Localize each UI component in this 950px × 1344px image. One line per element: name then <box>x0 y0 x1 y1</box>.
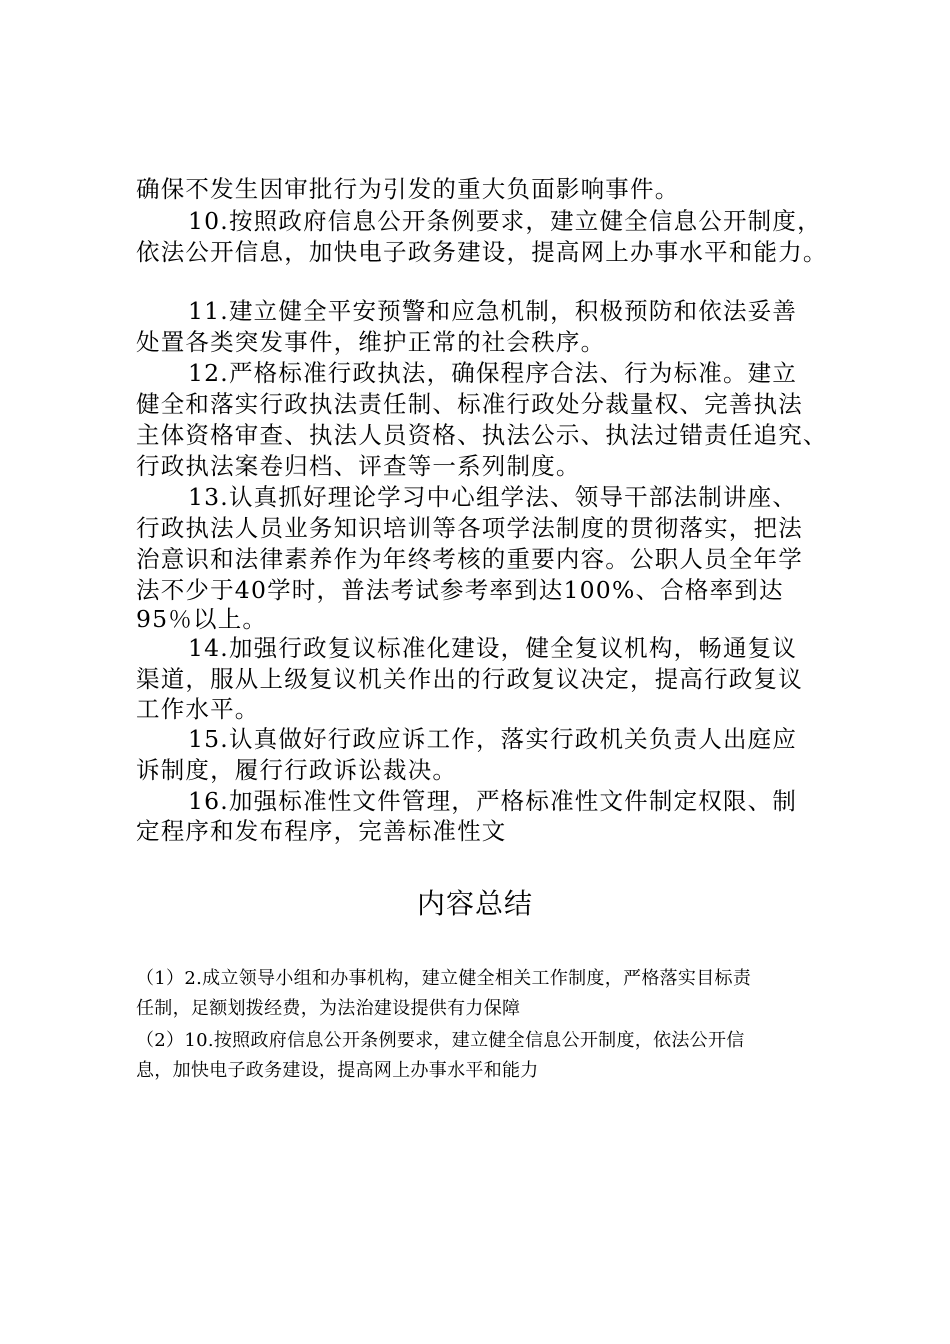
body-line: 工作水平。 <box>136 695 260 723</box>
body-line: 16.加强标准性文件管理，严格标准性文件制定权限、制 <box>188 787 798 815</box>
body-line: 12.严格标准行政执法，确保程序合法、行为标准。建立 <box>188 359 798 387</box>
body-line: 14.加强行政复议标准化建设，健全复议机构，畅通复议 <box>188 634 798 662</box>
body-line: 11.建立健全平安预警和应急机制，积极预防和依法妥善 <box>188 297 798 325</box>
body-line: 行政执法案卷归档、评查等一系列制度。 <box>136 452 581 480</box>
body-line: 定程序和发布程序，完善标准性文 <box>136 817 507 845</box>
body-line: 15.认真做好行政应诉工作，落实行政机关负责人出庭应 <box>188 725 798 753</box>
summary-title: 内容总结 <box>416 887 533 920</box>
body-line: 治意识和法律素养作为年终考核的重要内容。公职人员全年学 <box>136 545 803 573</box>
body-line: 依法公开信息，加快电子政务建设，提高网上办事水平和能力。 <box>136 238 828 266</box>
body-line: 确保不发生因审批行为引发的重大负面影响事件。 <box>136 175 680 203</box>
body-line: 处置各类突发事件，维护正常的社会秩序。 <box>136 328 606 356</box>
body-line: 健全和落实行政执法责任制、标准行政处分裁量权、完善执法 <box>136 390 803 418</box>
body-line: 法不少于40学时，普法考试参考率到达100%、合格率到达 <box>136 576 784 604</box>
body-line: 行政执法人员业务知识培训等各项学法制度的贯彻落实，把法 <box>136 514 803 542</box>
body-line: 13.认真抓好理论学习中心组学法、领导干部法制讲座、 <box>188 483 798 511</box>
body-line: 渠道，服从上级复议机关作出的行政复议决定，提高行政复议 <box>136 665 803 693</box>
summary-line: 任制，足额划拨经费，为法治建设提供有力保障 <box>136 998 521 1019</box>
body-line: 诉制度，履行行政诉讼裁决。 <box>136 756 458 784</box>
summary-line: 息，加快电子政务建设，提高网上办事水平和能力 <box>136 1060 539 1081</box>
summary-line: （2）10.按照政府信息公开条例要求，建立健全信息公开制度，依法公开信 <box>136 1030 745 1051</box>
body-line: 95％以上。 <box>136 605 268 633</box>
summary-line: （1）2.成立领导小组和办事机构，建立健全相关工作制度，严格落实目标责 <box>136 968 752 989</box>
body-line: 主体资格审查、执法人员资格、执法公示、执法过错责任追究、 <box>136 421 828 449</box>
body-line: 10.按照政府信息公开条例要求，建立健全信息公开制度， <box>188 207 822 235</box>
